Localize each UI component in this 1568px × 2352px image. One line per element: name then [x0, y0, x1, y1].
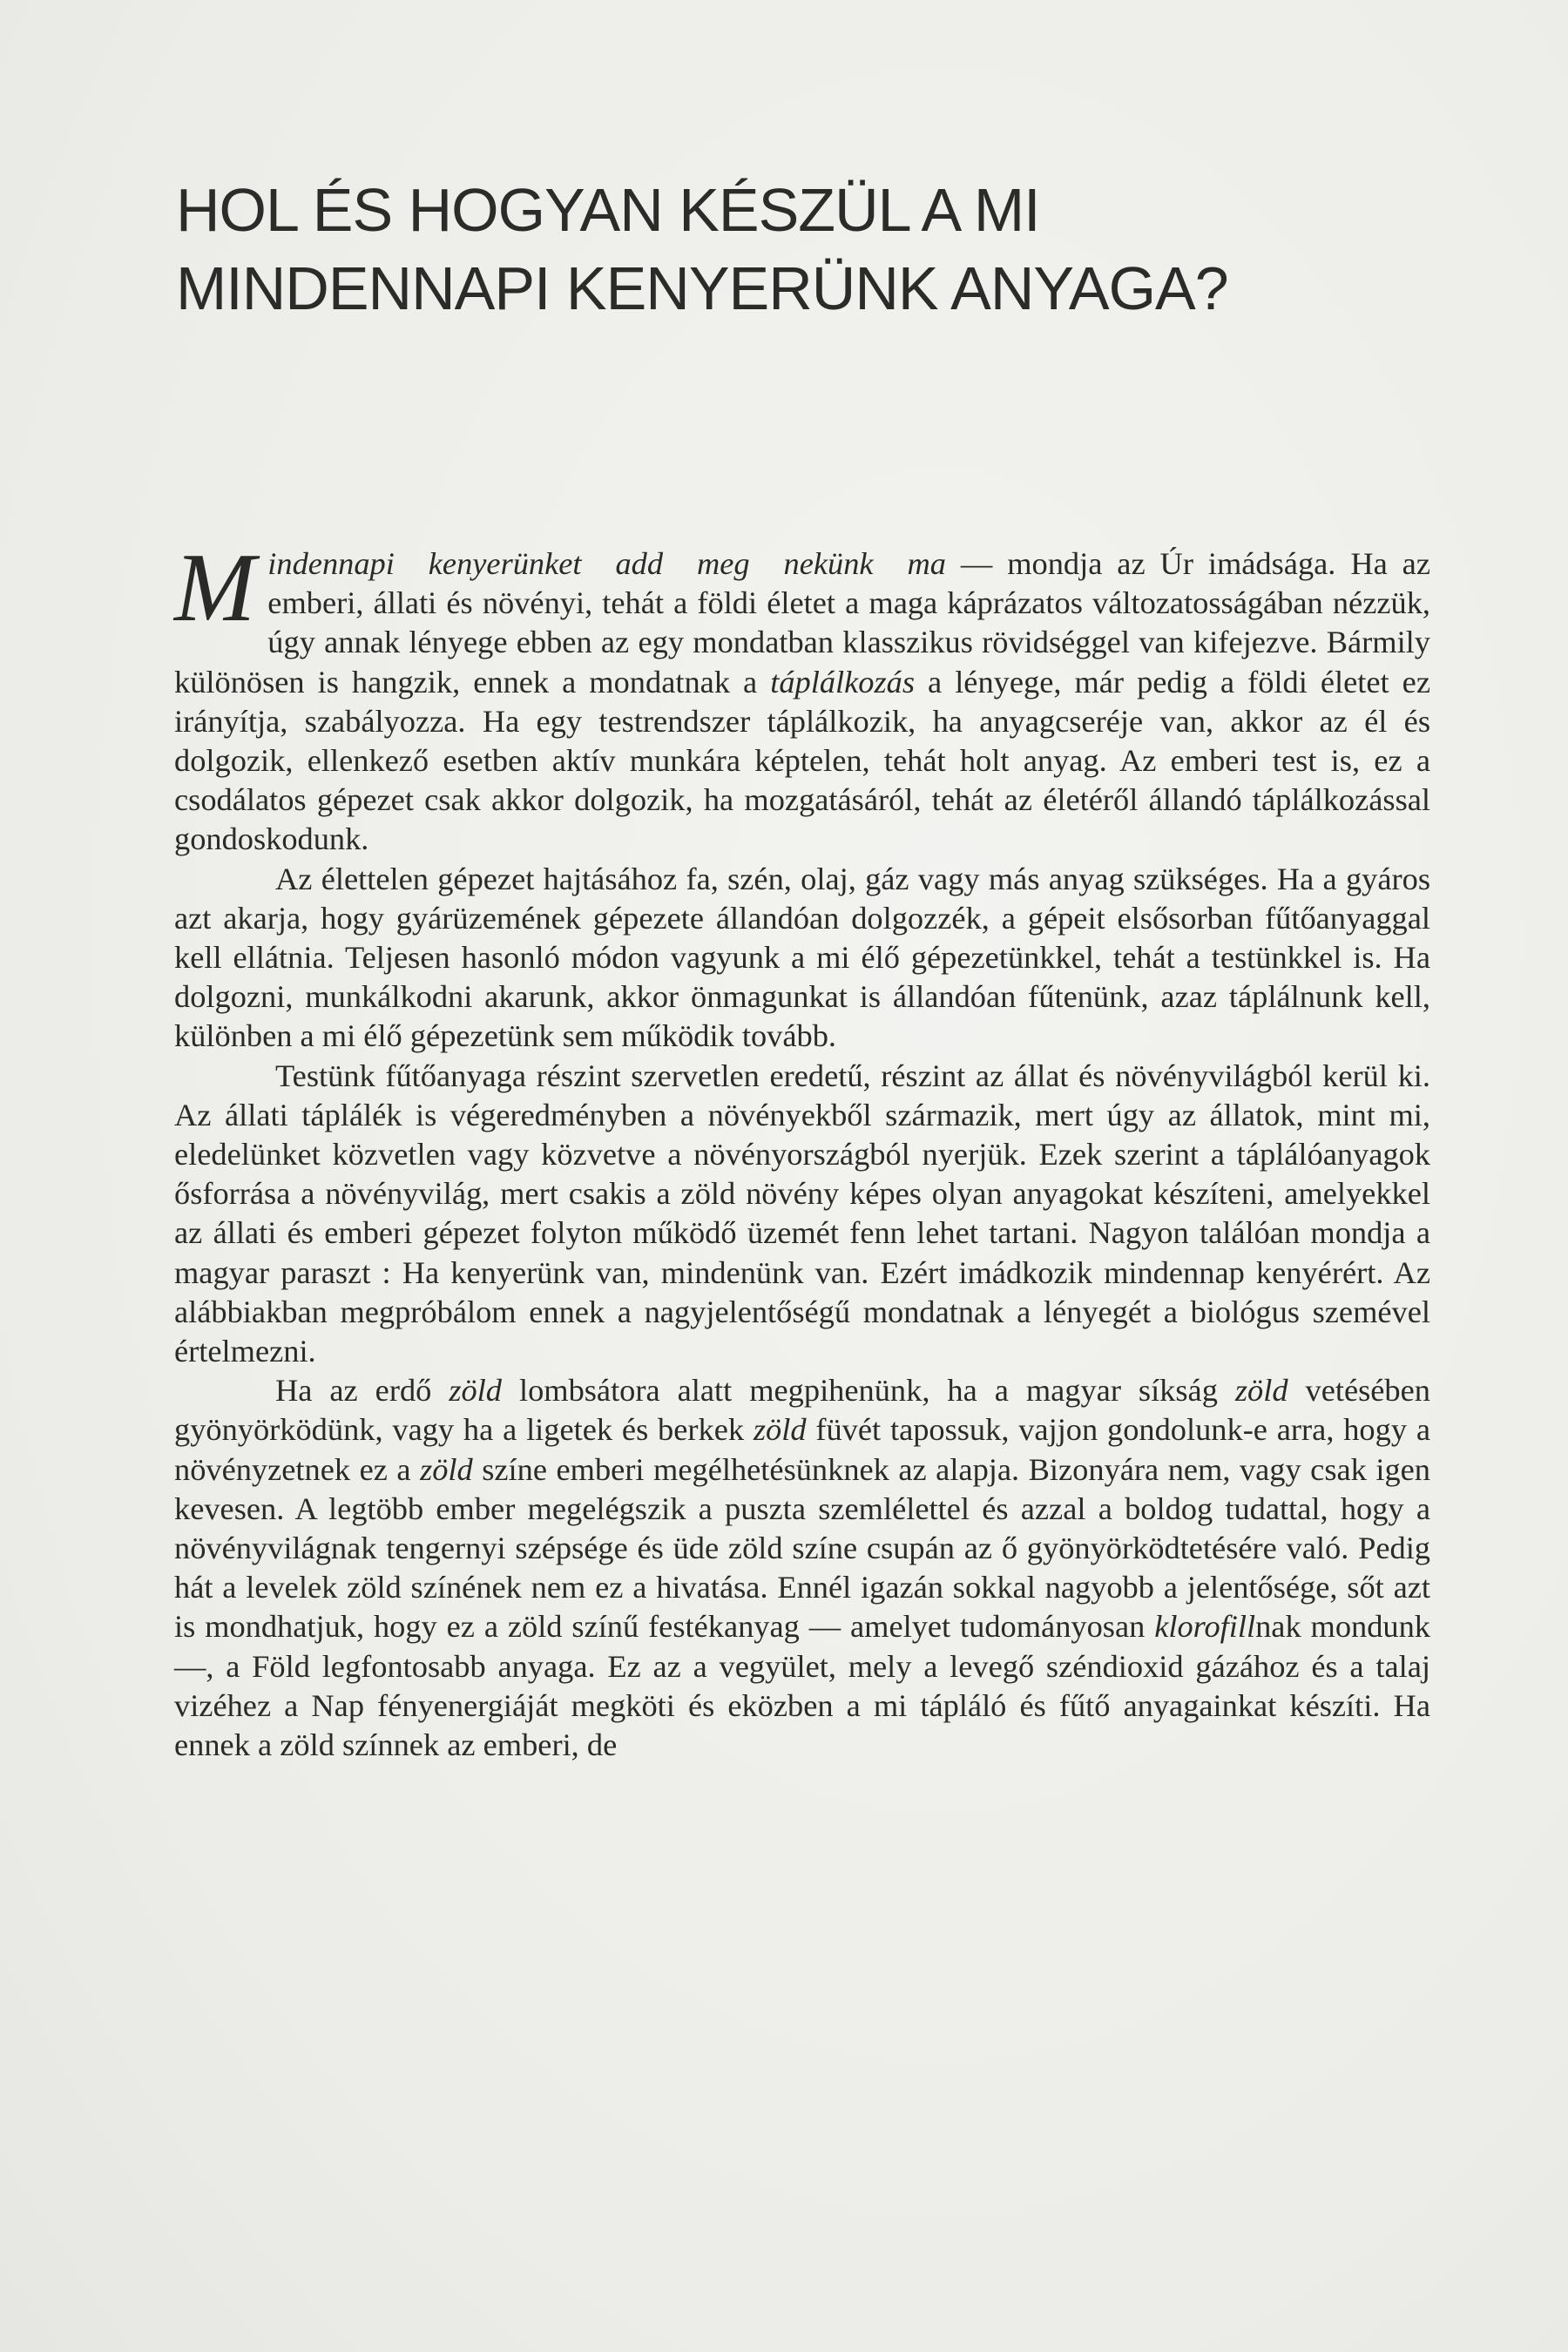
emphasis-zold-4: zöld	[420, 1451, 473, 1487]
emphasis-klorofill: klorofill	[1154, 1609, 1256, 1645]
article-body	[174, 534, 1431, 1765]
paragraph-4-part-e: színe emberi megélhetésünknek az alapja. Bizonyára nem, vagy csak igen kevesen. A legtöbb ember megelégszik a puszta szemlélettel és azzal a boldog tudattal, hogy a növényvilágnak tengernyi szépsége és üde zöld színe csupán az ő gyönyörködtetésére való. Pedig hát a levelek zöld színének nem ez a hivatása. Ennél igazán sokkal nagyobb a jelentősége, sőt azt is mondhatjuk, hogy ez a zöld színű festékanyag — amelyet tudományosan	[174, 1451, 1431, 1645]
paragraph-3: Testünk fűtőanyaga részint szervetlen eredetű, részint az állat és növényvilágból kerül ki. Az állati táplálék is végeredményben a növényekből származik, mert úgy az állatok, mint mi, eledelünket közvetlen vagy közvetve a növényországból nyerjük. Ezek szerint a táplálóanyagok ősforrása a növényvilág, mert csakis a zöld növény képes olyan anyagokat készíteni, amelyekkel az állati és emberi gépezet folyton működő üzemét fenn lehet tartani. Nagyon találóan mondja a magyar paraszt : Ha kenyerünk van, mindenünk van. Ezért imádkozik mindennap kenyérért. Az alábbiakban megpróbálom ennek a nagyjelentőségű mondatnak a lényegét a biológus szemével értelmezni.	[174, 1058, 1430, 1369]
paragraph-1	[174, 534, 1430, 860]
emphasis-taplalkozas: táplálkozás	[770, 664, 915, 700]
paragraph-4-part-c: vetésében gyönyörködünk, vagy ha a ligetek és berkek	[174, 1373, 1430, 1448]
paragraph-2: Az élettelen gépezet hajtásához fa, szén, olaj, gáz vagy más anyag szükséges. Ha a gyáros azt akarja, hogy gyárüzemének gépezete állandóan dolgozzék, a gépeit elsősorban fűtőanyaggal kell ellátnia. Teljesen hasonló módon vagyunk a mi élő gépezetünkkel, tehát a testünkkel is. Ha dolgozni, munkálkodni akarunk, akkor önmagunkat is állandóan fűtenünk, azaz táplálnunk kell, különben a mi élő gépezetünk sem működik tovább.	[174, 861, 1430, 1054]
paragraph-4-part-d: füvét tapossuk, vajjon gondolunk-e arra, hogy a növényzetnek ez a	[174, 1412, 1430, 1487]
paragraph-4-part-f: nak mondunk —, a Föld legfontosabb anyaga. Ez az a vegyület, mely a levegő széndioxid gázához és a talaj vizéhez a Nap fényenergiáját megköti és eközben a mi tápláló és fűtő anyagainkat készíti. Ha ennek a zöld színnek az emberi, de	[174, 1609, 1430, 1763]
emphasis-zold-3: zöld	[753, 1412, 807, 1448]
emphasis-zold-1: zöld	[449, 1373, 502, 1409]
paragraph-1-lead: — mondja az Úr imádsága. Ha az emberi, állati és növényi, tehát a földi életet a maga káprázatos változatosságában nézzük, úgy annak lényege ebben az egy mondatban klasszikus rövidséggel van kifejezve. Bármily különösen is hangzik, ennek a mondatnak a	[174, 546, 1430, 700]
article-title	[176, 171, 1396, 328]
paragraph-1-rest: a lényege, már pedig a földi életet ez irányítja, szabályozza. Ha egy testrendszer táplálkozik, ha anyagcseréje van, akkor az él és dolgozik, ellenkező esetben aktív munkára képtelen, tehát holt anyag. Az emberi test is, ez a csodálatos gépezet csak akkor dolgozik, ha mozgatásáról, tehát az életéről állandó táplálkozással gondoskodunk.	[174, 664, 1430, 857]
emphasis-zold-2: zöld	[1234, 1373, 1288, 1409]
article-title-line-1: HOL ÉS HOGYAN KÉSZÜL A MI	[176, 176, 1040, 244]
drop-cap: M	[174, 534, 256, 642]
article-title-line-2: MINDENNAPI KENYERÜNK ANYAGA?	[176, 254, 1228, 322]
paragraph-4	[174, 1371, 1430, 1765]
paragraph-4-part-a: Ha az erdő	[275, 1373, 449, 1409]
opening-quote-italic: indennapi kenyerünket add meg nekünk ma	[267, 546, 946, 581]
paragraph-4-part-b: lombsátora alatt megpihenünk, ha a magyar síkság	[501, 1373, 1235, 1409]
